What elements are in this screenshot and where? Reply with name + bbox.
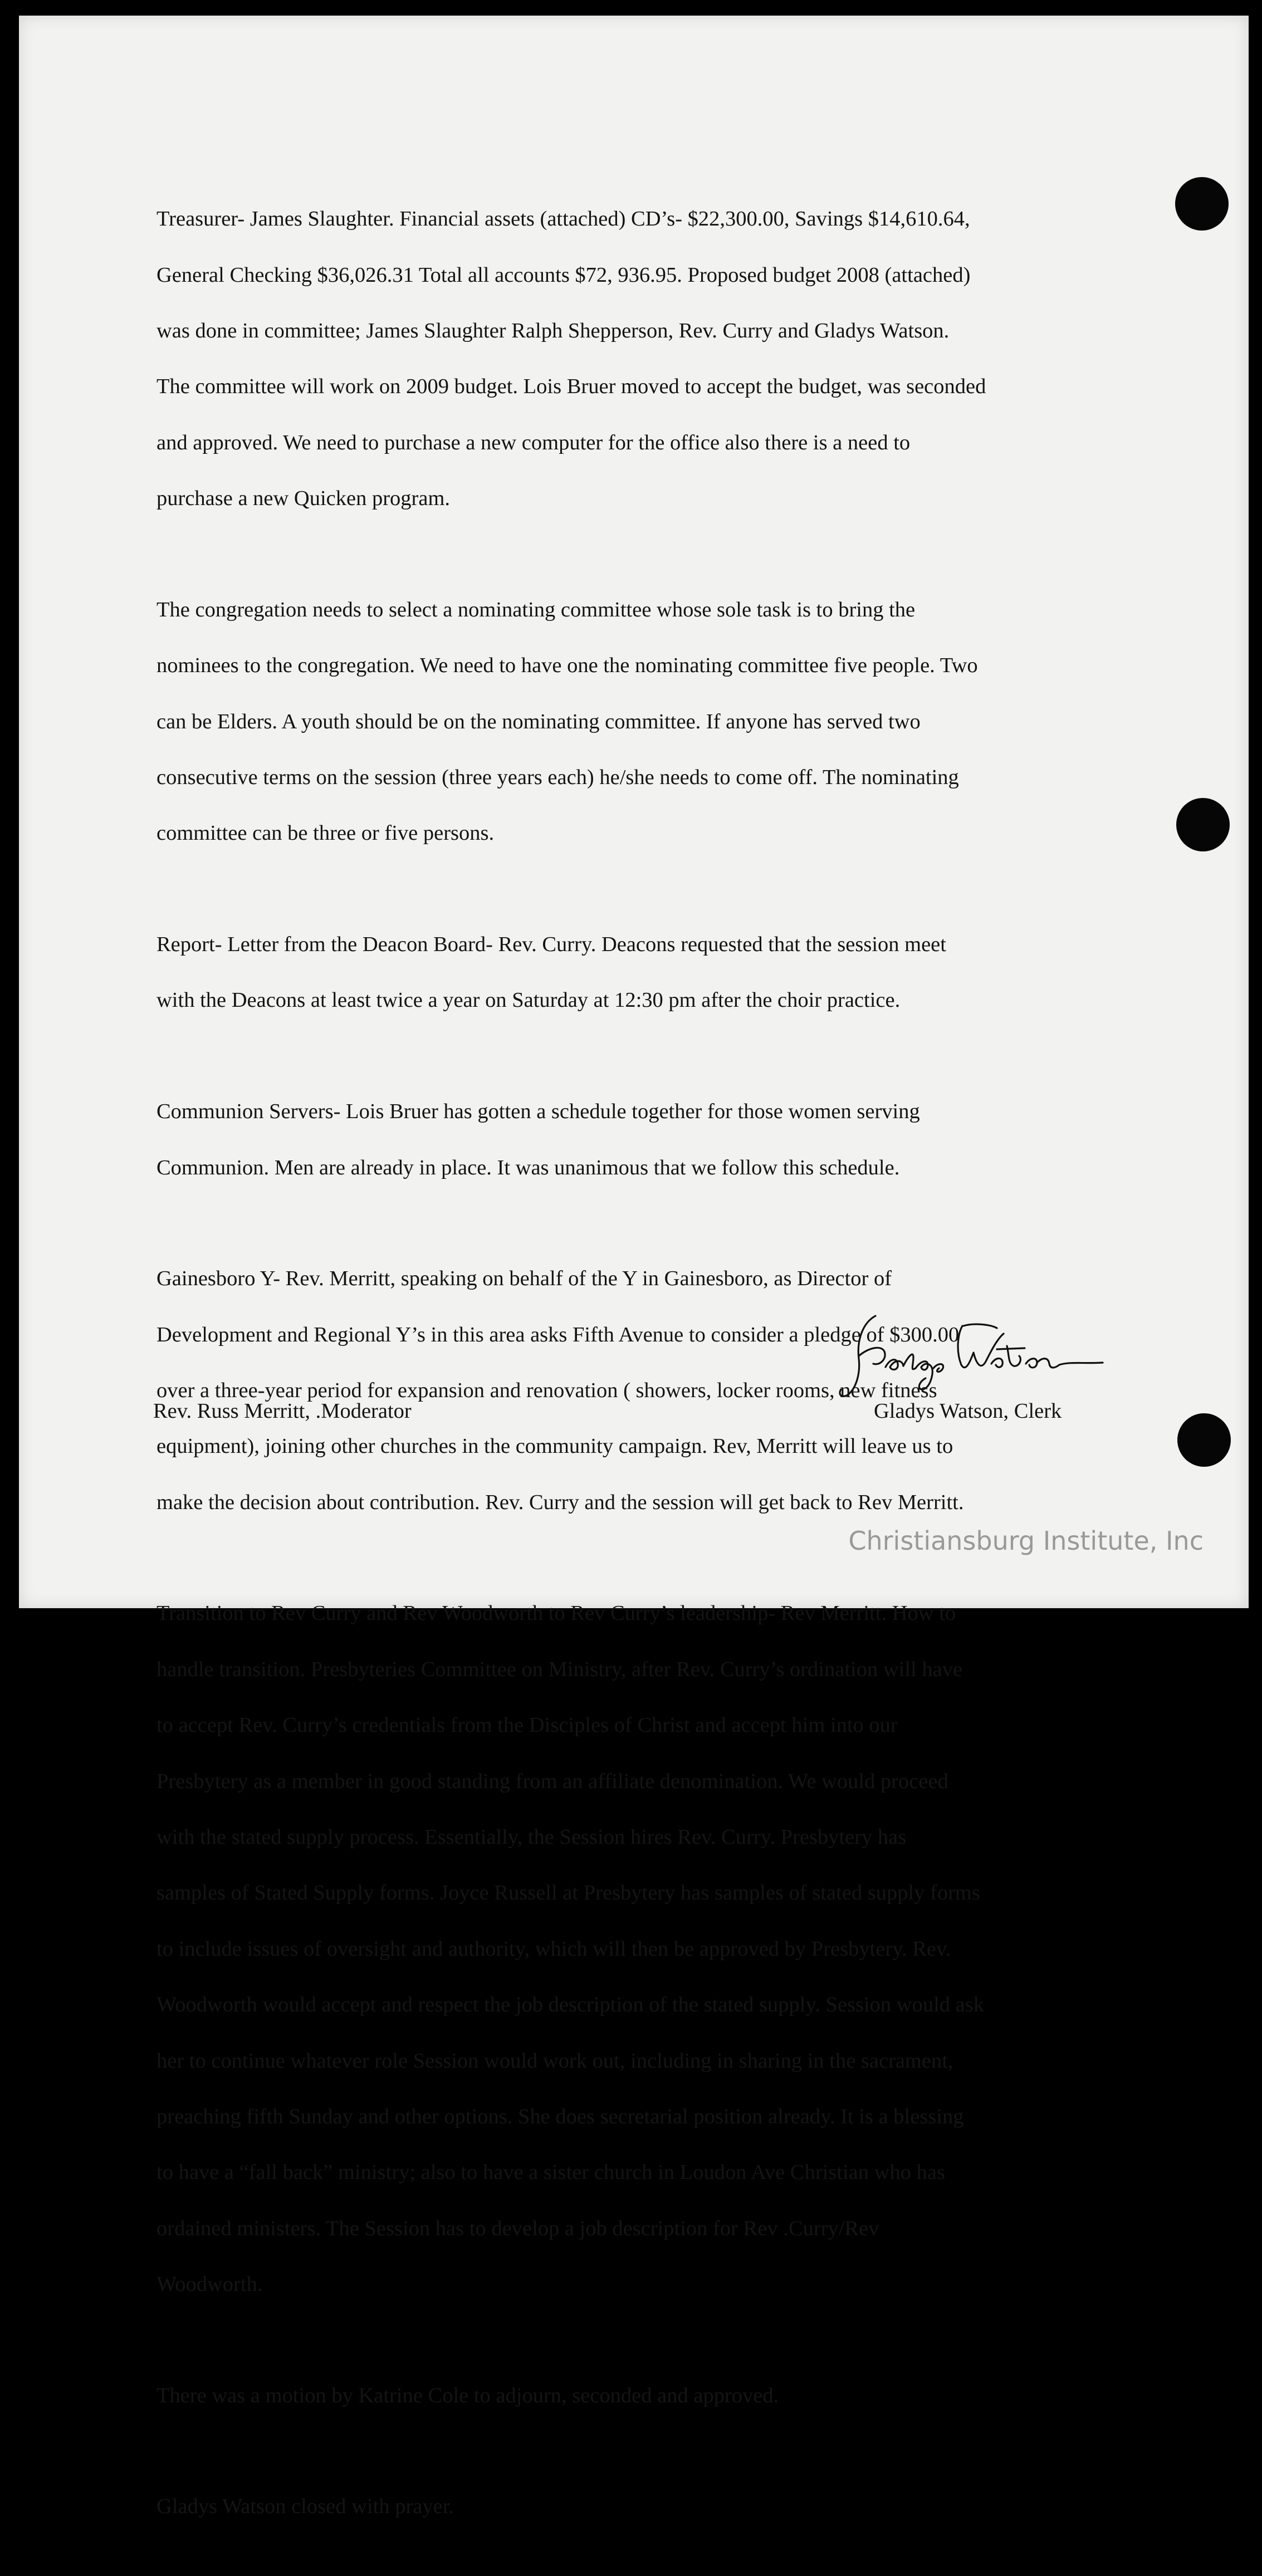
text-line: Development and Regional Y’s in this area asks Fifth Avenue to consider a pledge of $300.00 (156, 1323, 960, 1346)
communion-servers-paragraph (156, 1070, 1120, 1209)
clerk-line: Gladys Watson, Clerk (874, 1399, 1062, 1423)
nominating-committee-paragraph (156, 568, 1120, 875)
text-line: was done in committee; James Slaughter Ralph Shepperson, Rev. Curry and Gladys Watson. (156, 319, 950, 343)
text-line: ordained ministers. The Session has to develop a job description for Rev .Curry/Rev (156, 2216, 879, 2240)
text-line: samples of Stated Supply forms. Joyce Russell at Presbytery has samples of stated supply forms (156, 1881, 980, 1905)
watermark-text: Christiansburg Institute, Inc (848, 1526, 1204, 1556)
text-line: General Checking $36,026.31 Total all accounts $72, 936.95. Proposed budget 2008 (attached) (156, 263, 971, 287)
text-line: Gladys Watson closed with prayer. (156, 2495, 454, 2519)
text-line: handle transition. Presbyteries Committee on Ministry, after Rev. Curry’s ordination will have (156, 1657, 963, 1681)
text-line: Gainesboro Y- Rev. Merritt, speaking on behalf of the Y in Gainesboro, as Director of (156, 1267, 892, 1291)
text-line: Report- Letter from the Deacon Board- Rev. Curry. Deacons requested that the session meet (156, 933, 946, 957)
deacon-report-paragraph (156, 903, 1120, 1042)
text-line: to include issues of oversight and authority, which will then be approved by Presbytery. Rev. (156, 1937, 951, 1961)
text-line: her to continue whatever role Session would work out, including in sharing in the sacrament, (156, 2049, 953, 2073)
text-line: with the stated supply process. Essentially, the Session hires Rev. Curry. Presbytery has (156, 1825, 907, 1849)
text-line: purchase a new Quicken program. (156, 487, 451, 511)
text-line: with the Deacons at least twice a year on Saturday at 12:30 pm after the choir practice. (156, 988, 901, 1012)
text-line: committee can be three or five persons. (156, 821, 495, 845)
text-line: Woodworth. (156, 2273, 263, 2296)
text-line: There was a motion by Katrine Cole to adjourn, seconded and approved. (156, 2383, 779, 2407)
clerk-signature (830, 1306, 1108, 1406)
text-line: preaching fifth Sunday and other options. She does secretarial position already. It is a blessing (156, 2105, 964, 2128)
text-line: Transition to Rev Curry and Rev Woodworth to Rev Curry’s leadership- Rev Merritt. How to (156, 1602, 956, 1625)
text-line: consecutive terms on the session (three years each) he/she needs to come off. The nominating (156, 766, 959, 790)
text-line: The committee will work on 2009 budget. Lois Bruer moved to accept the budget, was seconded (156, 375, 986, 399)
text-line: Treasurer- James Slaughter. Financial assets (attached) CD’s- $22,300.00, Savings $14,610.64, (156, 207, 970, 231)
text-line: and approved. We need to purchase a new computer for the office also there is a need to (156, 430, 911, 454)
text-line: can be Elders. A youth should be on the nominating committee. If anyone has served two (156, 709, 921, 733)
text-line: to have a “fall back” ministry; also to have a sister church in Loudon Ave Christian who has (156, 2161, 945, 2185)
text-line: Woodworth would accept and respect the job description of the stated supply. Session would ask (156, 1993, 984, 2017)
transition-paragraph (156, 1571, 1120, 2326)
text-line: Presbytery as a member in good standing from an affiliate denomination. We would proceed (156, 1769, 948, 1793)
text-line: to accept Rev. Curry’s credentials from the Disciples of Christ and accept him into our (156, 1713, 898, 1737)
text-line: over a three-year period for expansion and renovation ( showers, locker rooms, new fitness (156, 1378, 937, 1402)
treasurer-paragraph (156, 177, 1120, 541)
text-line: Communion Servers- Lois Bruer has gotten a schedule together for those women serving (156, 1100, 920, 1124)
text-line: Communion. Men are already in place. It was unanimous that we follow this schedule. (156, 1155, 900, 1179)
punch-hole-top (1175, 177, 1229, 231)
text-line: equipment), joining other churches in the community campaign. Rev, Merritt will leave us to (156, 1434, 953, 1458)
punch-hole-middle (1176, 798, 1230, 851)
punch-hole-bottom (1177, 1413, 1231, 1467)
moderator-line: Rev. Russ Merritt, .Moderator (153, 1399, 412, 1423)
adjourn-motion-paragraph (156, 2354, 1120, 2438)
text-line: The congregation needs to select a nominating committee whose sole task is to bring the (156, 598, 916, 621)
text-line: make the decision about contribution. Rev. Curry and the session will get back to Rev Merritt. (156, 1490, 964, 1514)
closing-prayer-paragraph (156, 2465, 1120, 2549)
text-line: nominees to the congregation. We need to have one the nominating committee five people. Two (156, 654, 978, 678)
